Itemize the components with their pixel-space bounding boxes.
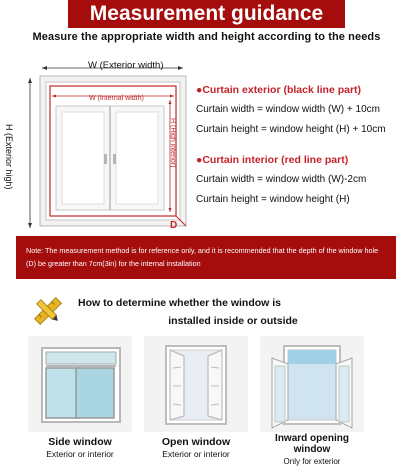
page-title: Measurement guidance <box>89 2 324 25</box>
interior-width-label: W (Internal width) <box>89 95 144 102</box>
exterior-height-label: H (Exterior high) <box>4 124 14 190</box>
interior-height-formula: Curtain height = window height (H) <box>196 194 350 205</box>
exterior-spec <box>196 80 413 140</box>
tile-inward-opening-window <box>260 336 364 469</box>
interior-spec <box>196 150 413 210</box>
open-window-caption: Exterior or interior <box>162 449 230 459</box>
question-line-1: How to determine whether the window is <box>78 297 282 309</box>
window-measurement-diagram <box>0 56 195 236</box>
inward-opening-window-caption: Only for exterior <box>283 457 341 466</box>
exterior-height-formula: Curtain height = window height (H) + 10cm <box>196 124 386 135</box>
open-window-name: Open window <box>161 436 231 448</box>
tile-open-window <box>144 336 248 469</box>
exterior-width-formula: Curtain width = window width (W) + 10cm <box>196 104 380 115</box>
window-drawing <box>0 56 195 236</box>
subtitle: Measure the appropriate width and height according to the needs <box>32 31 381 43</box>
side-window-name: Side window <box>48 436 112 448</box>
interior-width-formula: Curtain width = window width (W)-2cm <box>196 174 367 185</box>
inward-opening-window-image <box>260 336 364 432</box>
note-text: Note: The measurement method is for reference only, and it is recommended that the depth of the window hole (D) be greater than 7cm(3in) for the internal installation <box>26 246 379 268</box>
title-banner <box>68 0 345 28</box>
window-types <box>28 336 392 469</box>
ruler-pencil-icon <box>33 296 63 326</box>
exterior-heading: ●Curtain exterior (black line part) <box>196 84 362 96</box>
interior-heading: ●Curtain interior (red line part) <box>196 154 349 166</box>
side-window-image <box>28 336 132 432</box>
question-text <box>78 294 368 330</box>
side-window-caption: Exterior or interior <box>46 449 114 459</box>
interior-height-label: H (High interior) <box>169 118 176 168</box>
tile-side-window <box>28 336 132 469</box>
depth-label: D <box>170 220 178 231</box>
inward-opening-window-name: Inward opening window <box>275 433 349 455</box>
open-window-image <box>144 336 248 432</box>
exterior-width-label: W (Exterior width) <box>88 60 164 71</box>
note-box <box>16 236 396 279</box>
question-line-2: installed inside or outside <box>168 315 298 327</box>
